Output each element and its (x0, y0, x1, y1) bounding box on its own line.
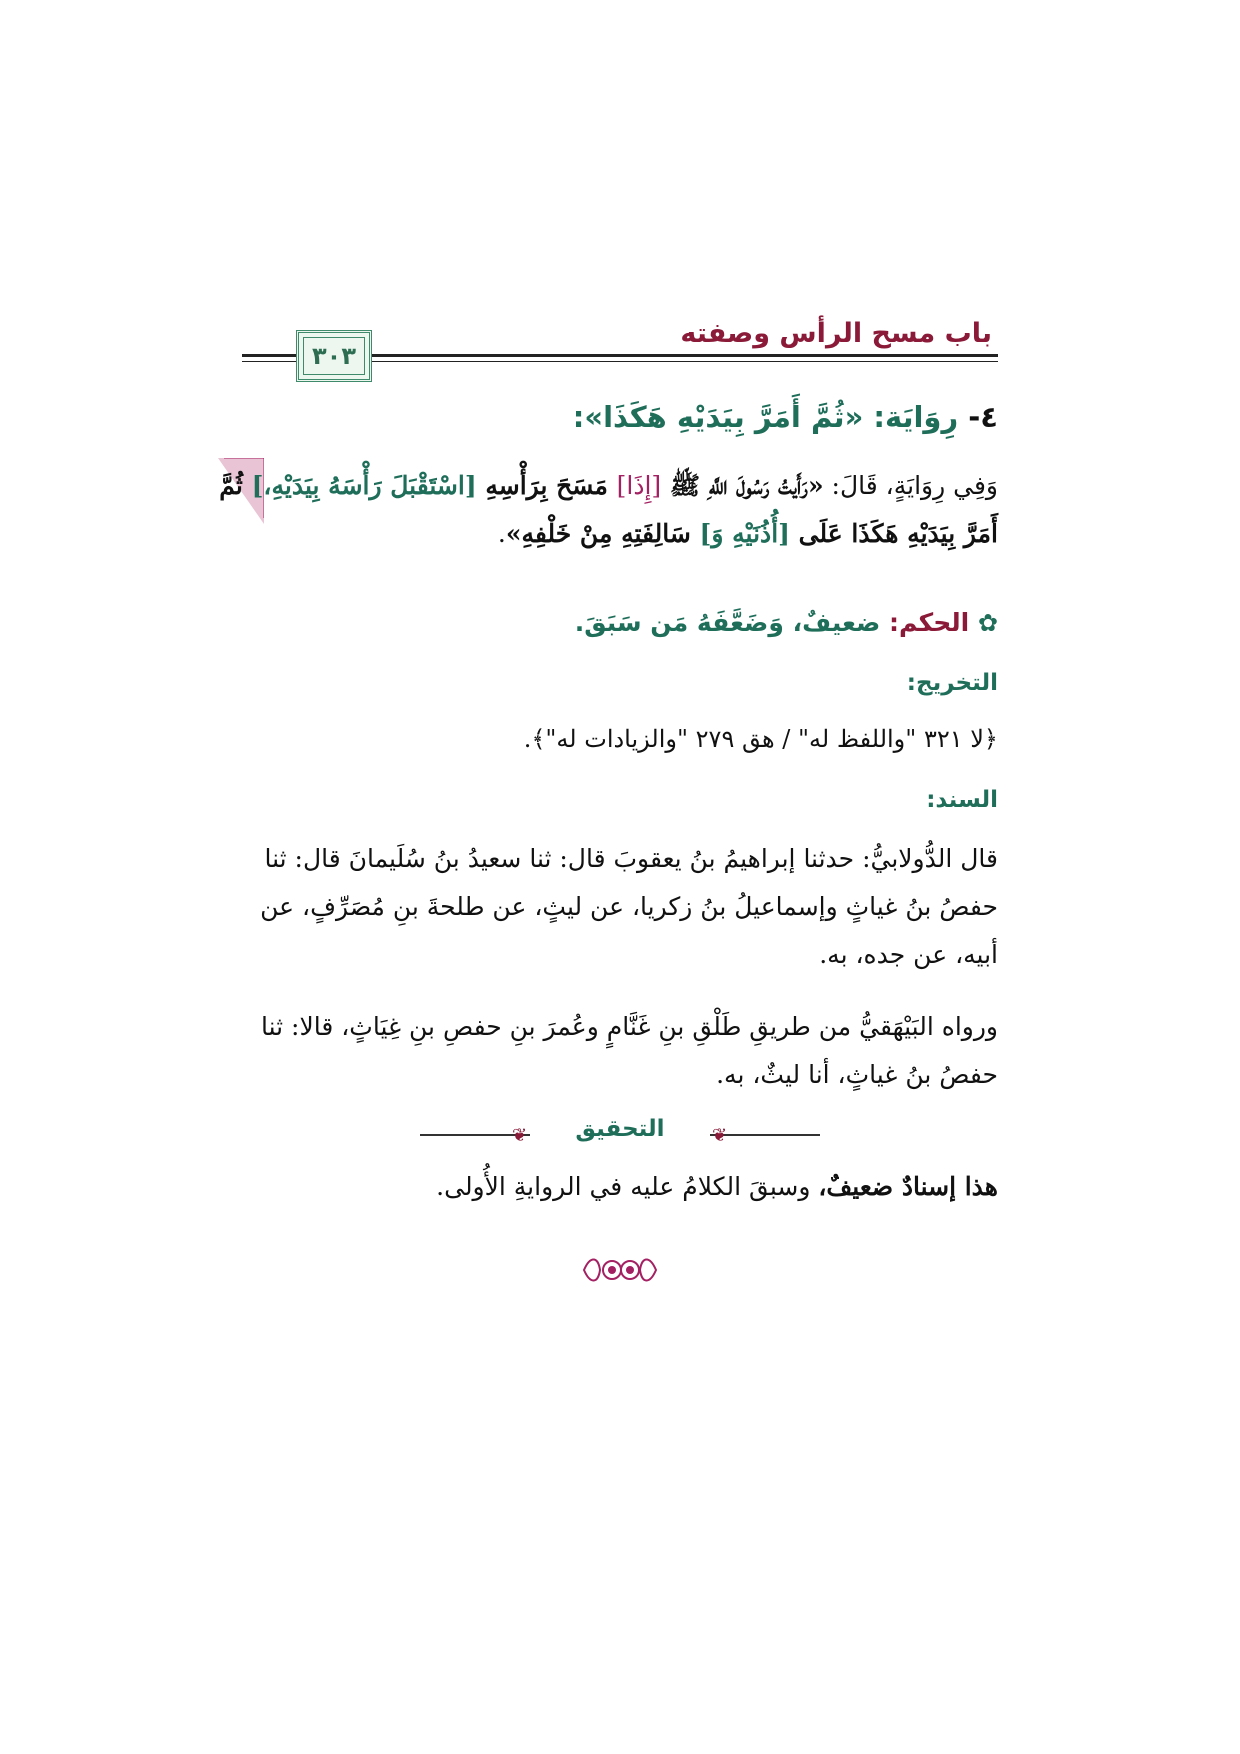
divider-ornament-right-icon: ❦ (712, 1125, 728, 1146)
flower-icon: ✿ (977, 609, 998, 637)
header-rule-left-bottom (242, 361, 296, 362)
narration-quote-4: سَالِفَتِهِ مِنْ خَلْفِهِ» (505, 519, 700, 548)
page-number-box (296, 330, 372, 382)
narration-intro: وَفِي رِوَايَةٍ، قَالَ: (823, 471, 998, 500)
chapter-title: باب مسح الرأس وصفته (680, 318, 992, 349)
conclusion-bold: هذا إسنادٌ ضعيفٌ، (818, 1172, 998, 1201)
sanad-paragraph-2: ورواه البَيْهَقيُّ من طريقِ طَلْقِ بنِ غَنَّامٍ وعُمرَ بنِ حفصِ بنِ غِيَاثٍ، قالا: ثنا حفصُ بنُ غياثٍ، أنا ليثٌ، به. (260, 1012, 998, 1089)
ruling-label: الحكم: (889, 608, 970, 637)
narration-quote-2: مَسَحَ بِرَأْسِهِ (476, 471, 617, 500)
ruling-text: ضعيفٌ، وَضَعَّفَهُ مَن سَبَقَ. (574, 608, 881, 637)
takhrij-text: ﴿لا ٣٢١ "واللفظ له" / هق ٢٧٩ "والزيادات له"﴾. (523, 725, 998, 753)
end-ornament-icon (580, 1250, 660, 1290)
page-number: ٣٠٣ (312, 342, 356, 370)
narration-quote-3: ثُمَّ أَمَرَّ بِيَدَيْهِ هَكَذَا عَلَى (219, 471, 998, 548)
section-title: رِوَايَة: «ثُمَّ أَمَرَّ بِيَدَيْهِ هَكَذَا»: (572, 400, 959, 434)
narration-quote-1: «رَأَيتُ رَسُولَ اللَّهِ ﷺ (661, 471, 824, 500)
header-rule-left-top (242, 354, 296, 357)
conclusion-text (436, 1172, 998, 1201)
sanad-label: السند: (926, 787, 998, 813)
tahqiq-label: التحقيق (575, 1116, 665, 1142)
narration-addition-3: [أُذُنَيْهِ وَ] (699, 519, 790, 548)
narration-paragraph (218, 462, 998, 558)
takhrij-label: التخريج: (906, 670, 998, 696)
section-heading (573, 400, 998, 434)
section-number: ٤- (968, 400, 998, 434)
header-rule-right-bottom (372, 361, 998, 362)
conclusion-rest: وسبقَ الكلامُ عليه في الروايةِ الأُولى. (436, 1172, 819, 1201)
header-rule-right-top (372, 354, 998, 357)
narration-addition-1: [إِذَا] (616, 471, 662, 500)
narration-end: . (497, 519, 506, 548)
ruling-line (575, 608, 998, 637)
sanad-paragraph-1: قال الدُّولابيُّ: حدثنا إبراهيمُ بنُ يعقوبَ قال: ثنا سعيدُ بنُ سُلَيمانَ قال: ثنا حفصُ بنُ غياثٍ وإسماعيلُ بنُ زكريا، عن ليثٍ، عن طلحةَ بنِ مُصَرِّفٍ، عن أبيه، عن جده، به. (260, 844, 998, 969)
divider-ornament-left-icon: ❦ (512, 1125, 528, 1146)
narration-addition-2: [اسْتَقْبَلَ رَأْسَهُ بِيَدَيْهِ،] (251, 471, 477, 500)
